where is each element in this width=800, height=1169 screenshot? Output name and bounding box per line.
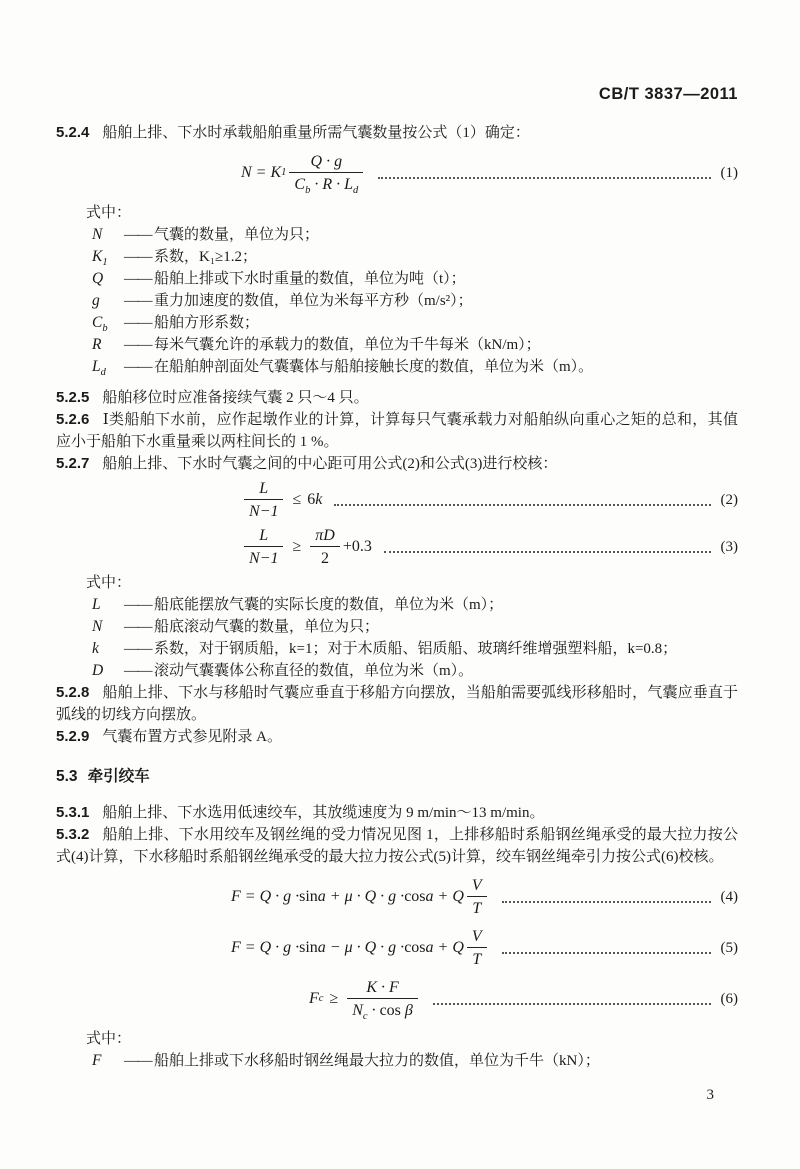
clause-text: 船舶上排、下水时承载船舶重量所需气囊数量按公式（1）确定： [102,125,530,141]
clause-number: 5.3.1 [56,804,90,821]
fraction: $\frac{V}{T}$ [467,875,487,919]
definition-desc: 气囊的数量，单位为只； [154,227,320,243]
definition-desc: 在船舶舯剖面处气囊囊体与船舶接触长度的数值，单位为米（m）。 [154,359,594,375]
clause-number: 5.3.2 [56,826,90,843]
clause-number: 5.2.9 [56,728,90,745]
definition-desc: 船底滚动气囊的数量，单位为只； [154,619,380,635]
definition-term: g [92,292,100,309]
standard-number: CB/T 3837—2011 [598,85,738,103]
equation-number: (3) [720,539,738,555]
sin-function: sin [299,888,318,905]
clause-number: 5.2.7 [56,455,90,472]
definition-dash: —— [124,663,151,679]
definition-term: N [92,226,103,243]
definition-row [56,356,738,378]
fraction: $\frac{V}{T}$ [467,926,487,970]
wherein-label: 式中： [86,1031,132,1047]
definition-desc: 重力加速度的数值，单位为米每平方秒（m/s²）； [154,293,473,309]
section-title: 牵引绞车 [87,768,150,785]
wherein-label: 式中： [86,205,132,221]
clause-number: 5.2.8 [56,684,90,701]
definition-row [56,268,738,290]
definition-desc: 船舶上排或下水移船时钢丝绳最大拉力的数值，单位为千牛（kN）； [154,1053,600,1069]
definition-row [56,312,738,334]
dot-leader [502,950,711,954]
sin-function: sin [299,939,318,956]
clause-text: 船舶上排、下水用绞车及钢丝绳的受力情况见图 1，上排移船时系船钢丝绳承受的最大拉力按公式(4)计算，下水移船时系船钢丝绳承受的最大拉力按公式(5)计算，绞车钢丝绳牵引力按公式(6)校核。 [56,827,738,865]
definition-dash: —— [124,227,151,243]
clause-5-2-9 [56,726,738,748]
section-5-3-heading [56,766,738,788]
clause-5-2-4 [56,122,738,144]
definition-row [56,616,738,638]
formula-5 [56,926,738,970]
equation-number: (4) [720,889,738,905]
definition-row [56,638,738,660]
dot-leader [378,175,710,179]
definition-term: $C_b$ [92,314,108,335]
dot-leader [334,502,710,506]
definition-term: F [92,1052,102,1069]
relation-symbol: ≥ [292,538,302,555]
definition-term: Q [92,270,104,287]
clause-text: 船舶移位时应准备接续气囊 2 只～4 只。 [102,390,369,406]
definition-dash: —— [124,619,151,635]
fraction: $\frac{K \cdot F}{N_c \cdot \cos \beta}$ [347,977,418,1021]
fraction: $\frac{L}{N-1}$ [244,478,283,522]
relation-symbol: ≥ [329,990,339,1007]
equation-number: (2) [720,492,738,508]
dot-leader [384,549,711,553]
definition-row [56,246,738,268]
definition-row [56,224,738,246]
fraction: $\frac{\pi D}{2}$ [310,525,340,569]
clause-number: 5.2.5 [56,389,90,406]
equation-body: F c ≥ $\frac{K \cdot F}{N_c \cdot \cos \beta}$ [309,977,421,1021]
clause-text: 船舶上排、下水时气囊之间的中心距可用公式(2)和公式(3)进行校核： [102,456,558,472]
equation-body: F = Q · g · sin a + μ · Q · g · cos a + Q $\frac{V}{T}$ [231,875,490,919]
definition-desc: 系数，对于钢质船，k=1；对于木质船、铝质船、玻璃纤维增强塑料船，k=0.8； [154,641,678,657]
definition-row [56,1050,738,1072]
fraction: $\frac{Q \cdot g}{C_b \cdot R \cdot L_d}$ [289,151,363,195]
definition-dash: —— [124,315,151,331]
definition-row [56,334,738,356]
equation-body: N = K 1 $\frac{Q \cdot g}{C_b \cdot R \cdot L_d}$ [241,151,366,195]
wherein-label: 式中： [86,575,132,591]
clause-text: 气囊布置方式参见附录 A。 [102,729,282,745]
formula-1 [56,151,738,195]
definition-dash: —— [124,641,151,657]
definition-desc: 船底能摆放气囊的实际长度的数值，单位为米（m）； [154,597,504,613]
definition-list-2 [56,594,738,682]
equation-number: (5) [720,940,738,956]
definition-term: N [92,618,103,635]
cos-function: cos [404,939,426,956]
equation-body: $\frac{L}{N-1}$ ≥ $\frac{\pi D}{2}$ +0.3 [241,525,372,569]
definition-row [56,290,738,312]
definition-dash: —— [124,249,151,265]
clause-number: 5.2.4 [56,124,90,141]
clause-5-2-8 [56,682,738,726]
clause-number: 5.2.6 [56,411,90,428]
equation-number: (6) [720,991,738,1007]
formula-2 [56,478,738,522]
equation-body: F = Q · g · sin a − μ · Q · g · cos a + Q $\frac{V}{T}$ [231,926,490,970]
dot-leader [502,899,711,903]
clause-text: 船舶上排、下水选用低速绞车，其放缆速度为 9 m/min～13 m/min。 [102,805,545,821]
formula-4 [56,875,738,919]
clause-text: Ⅰ类船舶下水前，应作起墩作业的计算，计算每只气囊承载力对船舶纵向重心之矩的总和，其值应小于船舶下水重量乘以两柱间长的 1 %。 [56,412,738,450]
equation-number: (1) [720,165,738,181]
cos-function: cos [379,1002,401,1019]
definition-desc: 滚动气囊囊体公称直径的数值，单位为米（m）。 [154,663,474,679]
relation-symbol: ≤ [292,491,302,508]
dot-leader [433,1001,711,1005]
equation-body: $\frac{L}{N-1}$ ≤ 6 k [241,478,322,522]
clause-5-2-6 [56,409,738,453]
definition-list-1 [56,224,738,378]
fraction: $\frac{L}{N-1}$ [244,525,283,569]
definition-term: $L_d$ [92,358,106,379]
definition-dash: —— [124,1053,151,1069]
formula-6 [56,977,738,1021]
clause-text: 船舶上排、下水与移船时气囊应垂直于移船方向摆放，当船舶需要弧线形移船时，气囊应垂直于弧线的切线方向摆放。 [56,685,738,723]
page-number: 3 [706,1087,714,1103]
section-number: 5.3 [56,768,78,785]
definition-dash: —— [124,597,151,613]
definition-term: k [92,640,99,657]
clause-5-2-7 [56,453,738,475]
formula-3 [56,525,738,569]
definition-dash: —— [124,337,151,353]
definition-desc: 船舶方形系数； [154,315,260,331]
definition-desc: 每米气囊允许的承载力的数值，单位为千牛每米（kN/m）； [154,337,541,353]
definition-desc: 系数，K₁≥1.2； [154,249,258,265]
definition-term: D [92,662,104,679]
definition-term: $K_1$ [92,248,108,269]
definition-dash: —— [124,359,151,375]
definition-list-3 [56,1050,738,1072]
cos-function: cos [404,888,426,905]
definition-desc: 船舶上排或下水时重量的数值，单位为吨（t）； [154,271,466,287]
definition-row [56,660,738,682]
definition-dash: —— [124,293,151,309]
definition-row [56,594,738,616]
clause-5-3-2 [56,824,738,868]
definition-term: R [92,336,102,353]
clause-5-2-5 [56,387,738,409]
clause-5-3-1 [56,802,738,824]
definition-term: L [92,596,101,613]
definition-dash: —— [124,271,151,287]
